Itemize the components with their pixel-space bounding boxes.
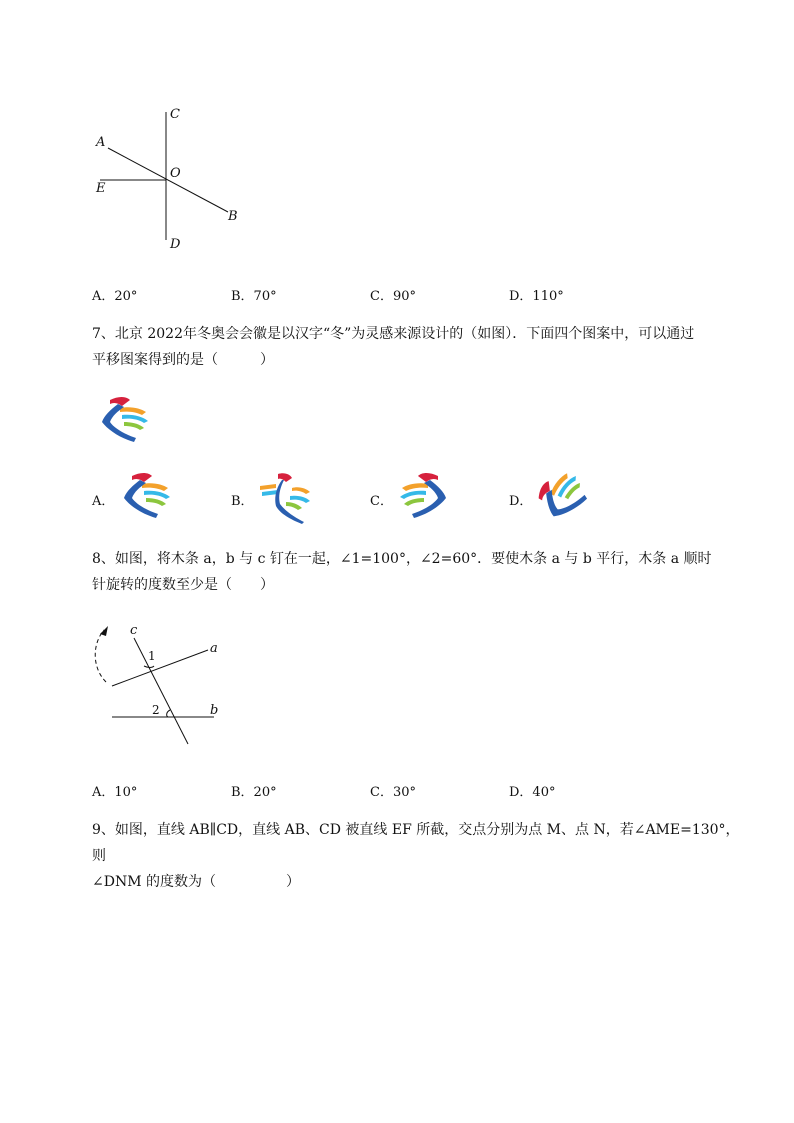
q6-option-c[interactable]: C．90° [370, 289, 416, 304]
label-angle-1: 1 [148, 649, 156, 663]
q7-text [92, 321, 742, 373]
line-c [134, 638, 188, 744]
label-o: O [170, 166, 181, 181]
q6-option-b[interactable]: B．70° [231, 289, 277, 304]
label-a: A [96, 135, 106, 150]
q8-line1: 8、如图，将木条 a，b 与 c 钉在一起，∠1=100°，∠2=60°．要使木条 a 与 b 平行，木条 a 顺时 [92, 551, 712, 567]
q7-option-a-label[interactable]: A． [92, 494, 115, 509]
q8-line2: 针旋转的度数至少是（ ） [92, 577, 274, 593]
q8-text [92, 546, 742, 598]
label-d: D [170, 237, 181, 252]
label-c: c [130, 623, 138, 638]
q8-option-c[interactable]: C．30° [370, 785, 416, 800]
label-b: B [228, 209, 238, 224]
q7-option-c-image[interactable] [392, 470, 452, 526]
q9-line2: ∠DNM 的度数为（ ） [92, 874, 300, 890]
angle-2-mark [167, 710, 170, 717]
label-angle-2: 2 [152, 703, 160, 717]
label-a: a [210, 641, 218, 656]
q7-emblem-original [96, 394, 156, 450]
q7-option-c-label[interactable]: C． [370, 494, 393, 509]
q8-option-a[interactable]: A．10° [92, 785, 138, 800]
q8-figure [90, 618, 240, 748]
q7-option-d-label[interactable]: D． [509, 494, 533, 509]
q7-option-b-image[interactable] [256, 470, 322, 526]
q8-option-d[interactable]: D．40° [509, 785, 556, 800]
line-a [112, 650, 208, 686]
q6-option-d[interactable]: D．110° [509, 289, 564, 304]
label-e: E [96, 181, 106, 196]
q7-option-b-label[interactable]: B． [231, 494, 254, 509]
label-b: b [210, 703, 219, 718]
q7-line1: 7、北京 2022年冬奥会会徽是以汉字“冬”为灵感来源设计的（如图）．下面四个图案中，可以通过 [92, 326, 695, 342]
q9-line1: 9、如图，直线 AB∥CD，直线 AB、CD 被直线 EF 所截，交点分别为点 M、点 N，若∠AME=130°，则 [92, 822, 740, 864]
label-c: C [170, 107, 180, 122]
rotation-arc [95, 630, 106, 682]
q7-line2: 平移图案得到的是（ ） [92, 352, 274, 368]
q8-option-b[interactable]: B．20° [231, 785, 277, 800]
q7-option-d-image[interactable] [534, 470, 590, 526]
q6-figure [90, 100, 260, 260]
q6-option-a[interactable]: A．20° [92, 289, 138, 304]
q7-option-a-image[interactable] [118, 470, 178, 526]
q9-text [92, 817, 742, 895]
